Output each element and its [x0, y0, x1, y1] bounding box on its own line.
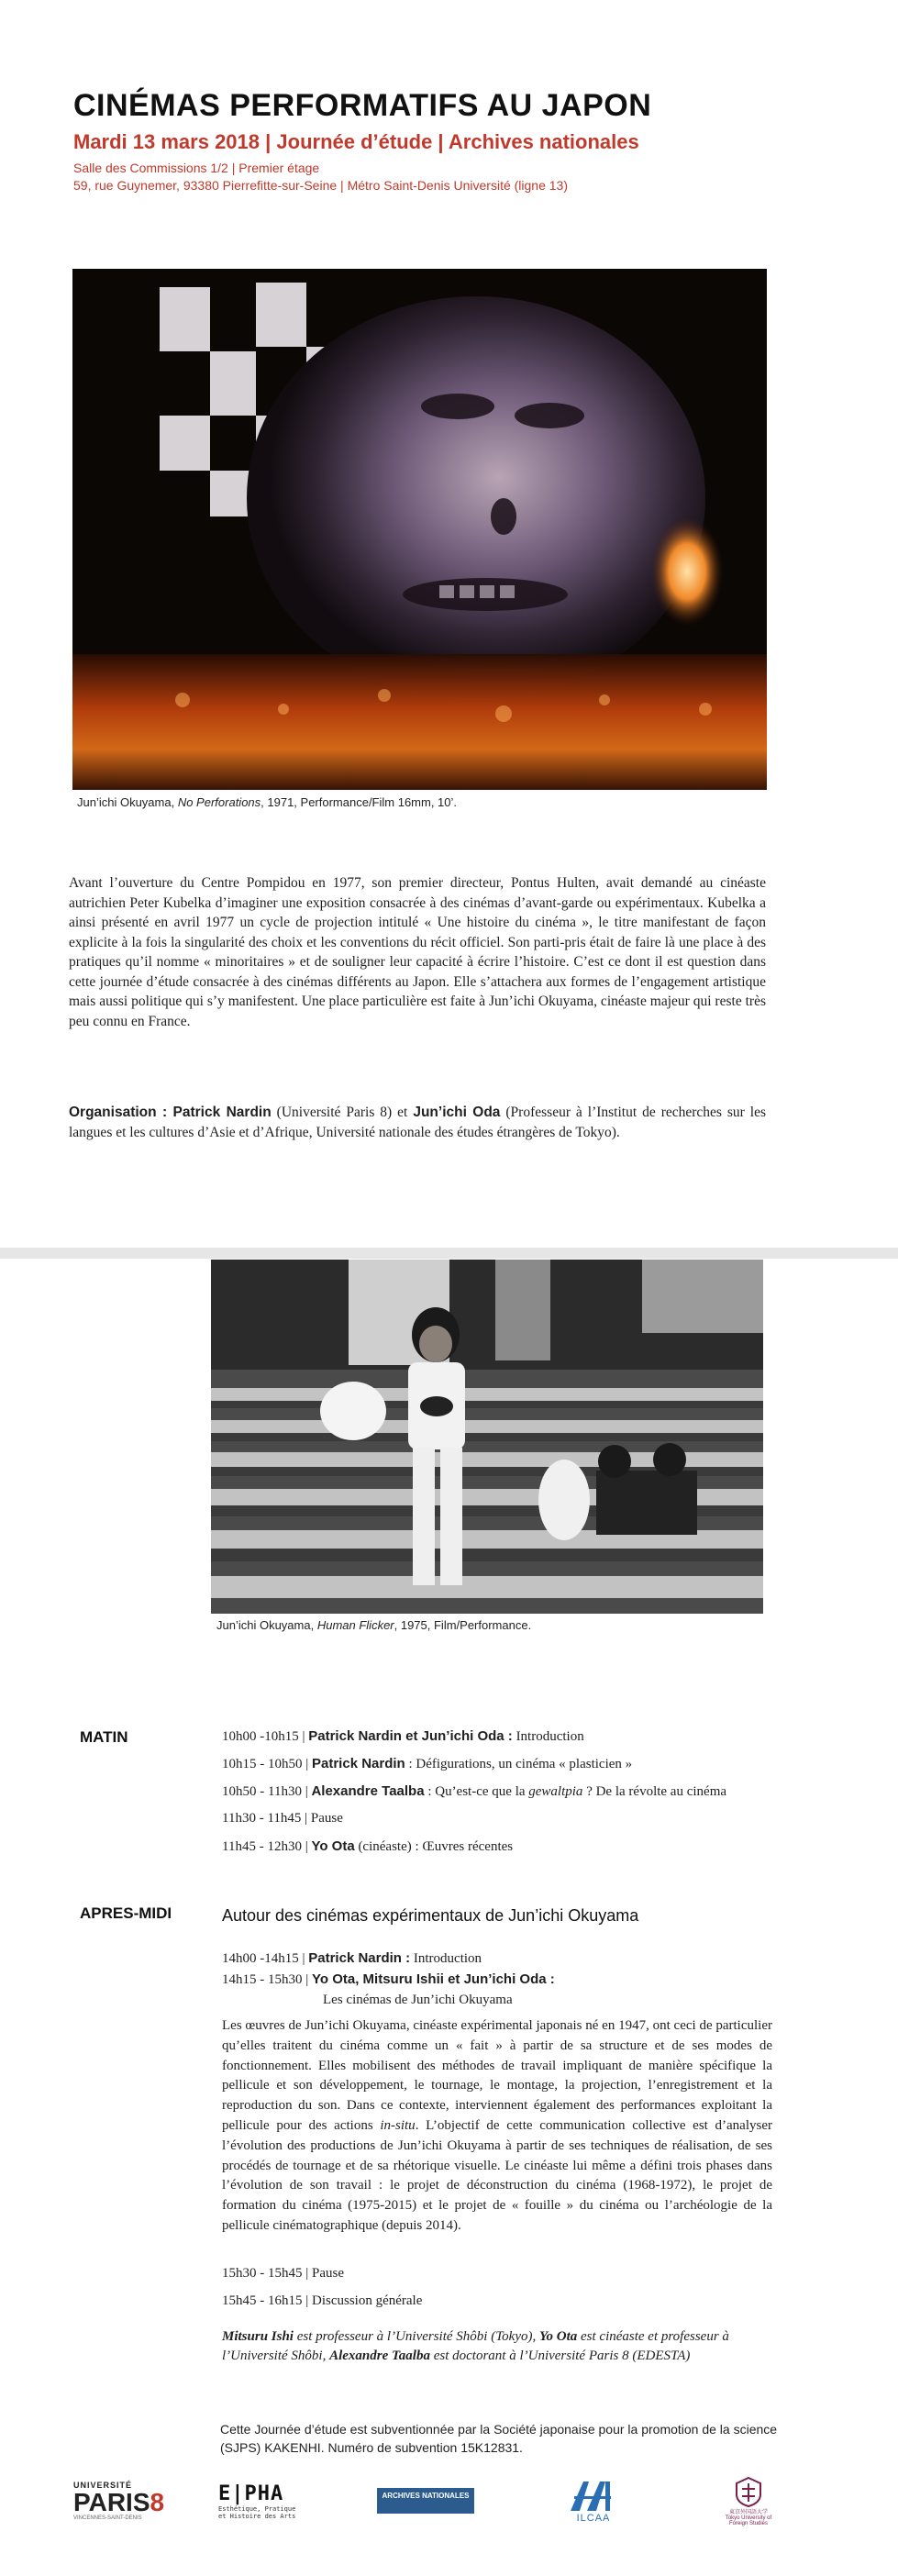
programme-item [222, 1728, 791, 1756]
venue-line-2: 59, rue Guynemer, 93380 Pierrefitte-sur-Seine | Métro Saint-Denis Université (ligne 13) [73, 178, 568, 193]
item-title: Introduction [512, 1729, 584, 1744]
event-subtitle: Mardi 13 mars 2018 | Journée d’étude | Archives nationales [73, 130, 639, 153]
speaker-bios [222, 2327, 772, 2366]
item-time: 14h00 -14h15 | [222, 1951, 309, 1966]
esthe-logo-sub-2: et Histoire des Arts [218, 2512, 296, 2520]
paris8-logo-sub: VINCENNES-SAINT-DENIS [73, 2515, 142, 2521]
film-still-no-perforations [72, 269, 767, 790]
programme-item [222, 1950, 791, 1971]
afternoon-title: Autour des cinémas expérimentaux de Jun’ichi Okuyama [222, 1906, 639, 1925]
item-title-end: ? De la révolte au cinéma [582, 1784, 727, 1799]
afternoon-closing-items [222, 2266, 791, 2321]
bio-name: Mitsuru Ishi [222, 2329, 294, 2344]
caption-work-title: No Perforations [177, 795, 261, 809]
esthe-logo-mark: E|PHA [218, 2482, 284, 2505]
ilcaa-logo-text: ILCAA [576, 2513, 611, 2524]
bio-name: Alexandre Taalba [329, 2348, 430, 2363]
item-title: : Qu’est-ce que la [424, 1784, 529, 1799]
section-divider [0, 1248, 898, 1259]
item-time: 10h00 -10h15 | [222, 1729, 309, 1744]
programme-item [222, 1971, 791, 1993]
item-time: 11h45 - 12h30 | [222, 1839, 312, 1854]
item-title-italic: gewaltpia [528, 1784, 583, 1799]
afternoon-description [222, 2016, 772, 2237]
morning-programme [222, 1728, 791, 1866]
tufs-logo-en: Tokyo University of Foreign Studies [725, 2515, 772, 2526]
item-title: (cinéaste) : Œuvres récentes [354, 1839, 514, 1854]
ilcaa-logo [561, 2473, 626, 2528]
item-title: : Défigurations, un cinéma « plasticien » [405, 1757, 633, 1771]
tufs-logo-jp: 東京外国語大学 [728, 2509, 768, 2515]
organiser-affiliation-2: (Professeur à l’Institut de recherches sur les langues et les cultures d’Asie et d’Afrique, Université nationale des études étrangères de Tokyo). [69, 1105, 767, 1140]
photo-caption-1 [77, 795, 457, 809]
organiser-name-2: Jun’ichi Oda [413, 1105, 501, 1120]
caption-author: Jun’ichi Okuyama, [77, 795, 178, 809]
paris8-number: 8 [150, 2488, 165, 2516]
bio-text: est professeur à l’Université Shôbi (Tokyo), [293, 2329, 539, 2344]
item-speaker: Yo Ota [311, 1838, 355, 1854]
performance-photo-human-flicker [211, 1260, 763, 1614]
funding-note: Cette Journée d’étude est subventionnée par la Société japonaise pour la promotion de la science (SJPS) KAKENHI. Numéro de subvention 15K12831. [220, 2422, 778, 2455]
archives-logo-text: ARCHIVES NATIONALES [377, 2488, 474, 2514]
caption-details: , 1971, Performance/Film 16mm, 10’. [261, 795, 458, 809]
organisation-label: Organisation : [69, 1105, 173, 1120]
programme-item [222, 1756, 791, 1783]
caption-details: , 1975, Film/Performance. [394, 1618, 532, 1632]
film-still-image [72, 269, 767, 790]
description-part-1: Les œuvres de Jun’ichi Okuyama, cinéaste expérimental japonais né en 1947, ont ceci de particulier qu’elles traitent du cinéma comme un « fait » à partir de sa structure et de ses modes de fonctionnement. Elles mobilisent des méthodes de travail impliquant de manière spécifique la pellicule et son développement, le tournage, le montage, la projection, l’enregistrement et la reproduction du son. Dans ce contexte, interviennent également des performances exploitant la pellicule pour des actions [222, 2018, 772, 2133]
item-title: Pause [310, 1811, 343, 1826]
ilcaa-mark-icon [567, 2478, 620, 2513]
item-speaker: Alexandre Taalba [311, 1783, 425, 1799]
programme-item [222, 1783, 791, 1811]
intro-paragraph: Avant l’ouverture du Centre Pompidou en 1977, son premier directeur, Pontus Hulten, avait demandé au cinéaste autrichien Peter Kubelka d’imaginer une exposition consacrée à des cinémas d’avant-garde ou expérimentaux. Kubelka a ainsi présenté en avril 1977 un cycle de projection intitulé « Une histoire du cinéma », le titre manifestant de façon explicite à la fois la singularité des choix et les conventions du récit officiel. Son parti-pris était de faire là une place à des pratiques qu’il nomme « minoritaires » et de souligner leur capacité à écrire l’histoire. C’est ce dont il est question dans cette journée d’étude consacrée à des cinémas différents au Japon. Elle s’attachera aux formes de l’engagement artistique mais aussi politique qui s’y manifestent. Une place particulière est faite à Jun’ichi Okuyama, cinéaste majeur qui reste très peu connu en France. [69, 875, 766, 1029]
item-title: Pause [312, 2266, 344, 2281]
performance-image [211, 1260, 763, 1614]
tufs-logo [719, 2473, 778, 2528]
caption-author: Jun’ichi Okuyama, [216, 1618, 317, 1632]
page-title: CINÉMAS PERFORMATIFS AU JAPON [73, 88, 652, 123]
item-title: Introduction [410, 1951, 482, 1966]
description-part-2: . L’objectif de cette communication collective est d’analyser l’évolution des productions de Jun’ichi Okuyama à partir de ses techniques de réalisation, de ses procédés de tournage et de sa rhétorique visuelle. Le cinéaste lui même a défini trois phases dans l’évolution de son travail : le projet de déconstruction du cinéma (1968-1972), le projet de formation du cinéma (1975-2015) et le projet de « fouille » du cinéma ou l’archéologie de la pellicule cinématographique (depuis 2014). [222, 2117, 772, 2233]
caption-work-title: Human Flicker [316, 1618, 394, 1632]
organiser-affiliation-1: (Université Paris 8) et [271, 1105, 414, 1120]
item-speaker: Patrick Nardin et Jun’ichi Oda : [308, 1728, 513, 1744]
esthe-logo-sub-1: Esthétique, Pratique [218, 2504, 296, 2513]
afternoon-programme [222, 1950, 791, 2014]
venue-info [73, 160, 568, 194]
programme-item [222, 2293, 791, 2321]
photo-caption-2 [216, 1618, 531, 1632]
morning-section-label: MATIN [80, 1728, 128, 1746]
organiser-name-1: Patrick Nardin [172, 1105, 272, 1120]
afternoon-section-label: APRES-MIDI [80, 1904, 172, 1922]
item-speaker: Patrick Nardin : [308, 1950, 411, 1966]
paris8-logo [73, 2473, 165, 2528]
organisation-paragraph [69, 1103, 766, 1142]
item-title: Discussion générale [312, 2293, 423, 2308]
item-time: 15h30 - 15h45 | [222, 2266, 312, 2281]
paris8-logo-top: UNIVERSITÉ [73, 2481, 133, 2490]
bio-name: Yo Ota [539, 2329, 578, 2344]
tufs-emblem-icon [733, 2476, 764, 2507]
archives-nationales-logo [376, 2473, 475, 2528]
programme-item [222, 1811, 791, 1838]
paris8-word: PARIS [73, 2488, 150, 2516]
item-time: 10h15 - 10h50 | [222, 1757, 312, 1771]
item-time: 15h45 - 16h15 | [222, 2293, 312, 2308]
programme-item [222, 2266, 791, 2293]
description-italic: in-situ [380, 2117, 416, 2133]
item-time: 11h30 - 11h45 | [222, 1811, 311, 1826]
item-time: 10h50 - 11h30 | [222, 1784, 312, 1799]
item-speaker: Patrick Nardin [312, 1756, 405, 1771]
bio-text: est doctorant à l’Université Paris 8 (EDESTA) [429, 2348, 691, 2363]
bio-text: est cinéaste et professeur à l’Université Shôbi, [222, 2329, 729, 2363]
esthe-logo [218, 2473, 319, 2528]
programme-item [222, 1838, 791, 1866]
paris8-logo-word [73, 2490, 164, 2515]
item-speaker: Yo Ota, Mitsuru Ishii et Jun’ichi Oda : [312, 1971, 555, 1987]
venue-line-1: Salle des Commissions 1/2 | Premier étage [73, 161, 320, 175]
item-time: 14h15 - 15h30 | [222, 1972, 312, 1987]
talk-title: Les cinémas de Jun’ichi Okuyama [323, 1993, 513, 2007]
